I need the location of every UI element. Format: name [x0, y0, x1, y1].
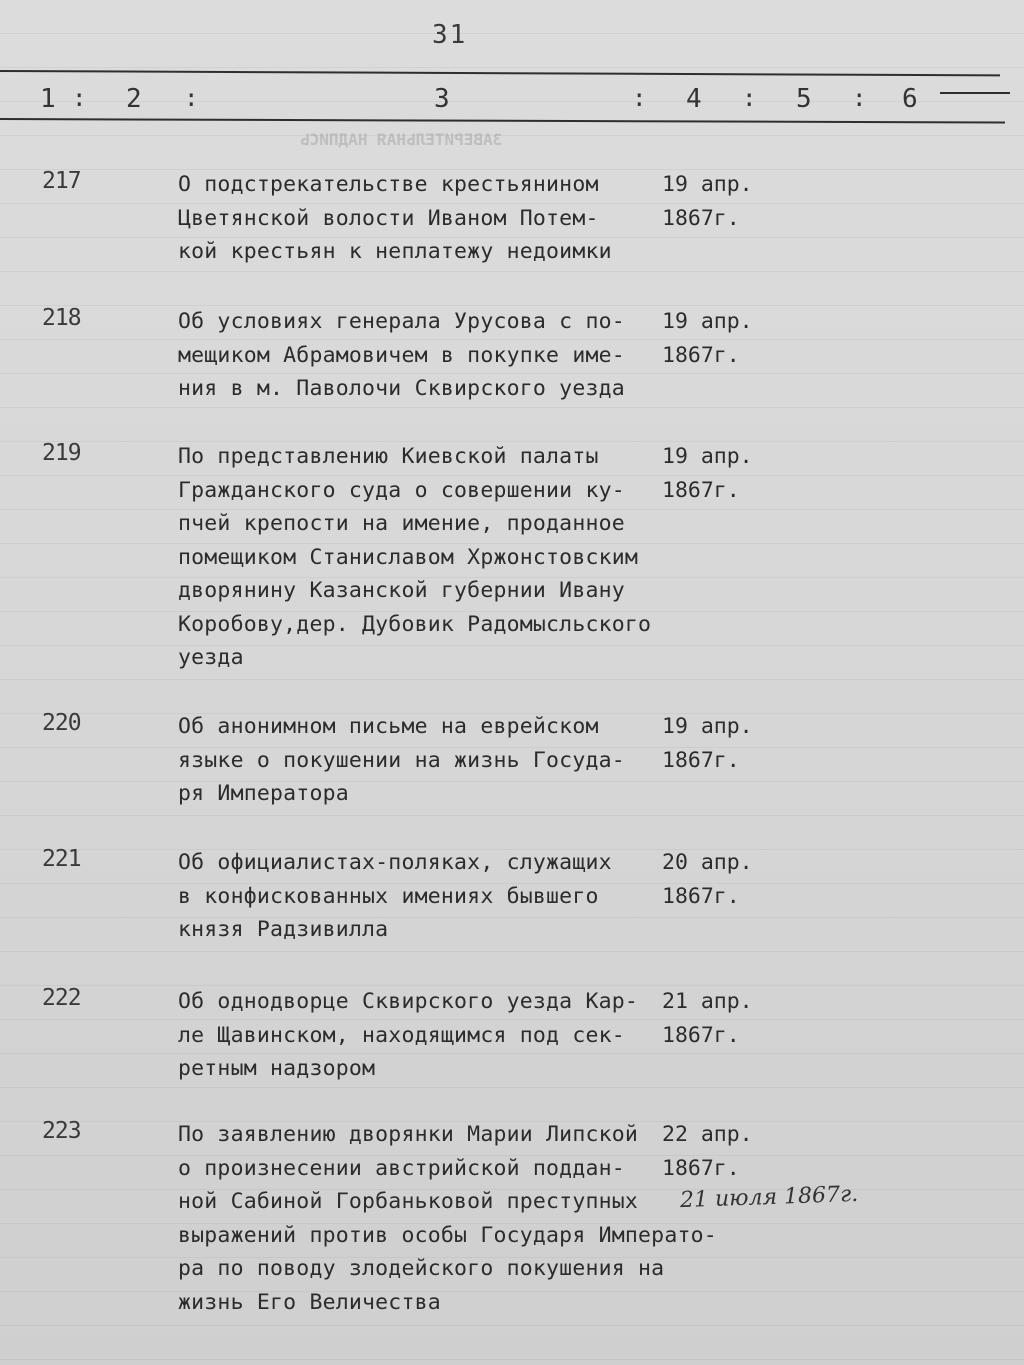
column-separator: : — [852, 84, 867, 112]
entry-number: 219 — [42, 440, 81, 466]
entry-number: 220 — [42, 710, 81, 736]
header-rule-mid — [940, 92, 1010, 94]
entry-description: По заявлению дворянки Марии Липской о произнесении австрийской поддан- ной Сабиной Горбаньковой преступных выражений против особы Государя Императо- ра по поводу злодейского покушения на жизнь Его Величества — [178, 1122, 717, 1315]
page-number: 31 — [432, 20, 468, 50]
entry-date: 19 апр. 1867г. — [662, 309, 753, 368]
entry-number: 217 — [42, 168, 81, 194]
entry-number: 222 — [42, 985, 81, 1011]
entry-date: 20 апр. 1867г. — [662, 850, 753, 909]
column-header-5: 5 — [796, 84, 812, 114]
column-separator: : — [632, 84, 647, 112]
header-rule-bottom — [0, 118, 1005, 124]
entry-date: 19 апр. 1867г. — [662, 172, 753, 231]
entry-number: 218 — [42, 305, 81, 331]
column-header-1: 1 — [40, 84, 56, 114]
column-separator: : — [742, 84, 757, 112]
column-header-3: 3 — [434, 84, 450, 114]
handwritten-date: 21 июля 1867г. — [679, 1181, 859, 1214]
entry-description: Об условиях генерала Урусова с по- мещиком Абрамовичем в покупке име- ния в м. Паволочи Сквирского уезда — [178, 309, 625, 401]
entry-number: 221 — [42, 846, 81, 872]
entry-description: Об анонимном письме на еврейском языке о покушении на жизнь Госуда- ря Императора — [178, 714, 625, 806]
bleed-through-text: ЗАВЕРИТЕЛЬНАЯ НАДПИСЬ — [300, 130, 503, 149]
entry-description: О подстрекательстве крестьянином Цветянской волости Иваном Потем- кой крестьян к неплатежу недоимки — [178, 172, 612, 264]
header-rule-top — [0, 70, 1000, 76]
entry-number: 223 — [42, 1118, 81, 1144]
column-header-6: 6 — [902, 84, 918, 114]
entry-date: 19 апр. 1867г. — [662, 444, 753, 503]
entry-date: 22 апр. 1867г. — [662, 1122, 753, 1181]
entry-description: Об однодворце Сквирского уезда Кар- ле Щавинском, находящимся под сек- ретным надзором — [178, 989, 639, 1081]
column-header-4: 4 — [686, 84, 702, 114]
entry-description: По представлению Киевской палаты Гражданского суда о совершении ку- пчей крепости на имение, проданное помещиком Станиславом Хржонстовским дворянину Казанской губернии Ивану Коробову,дер. Дубовик Радомысльского уезда — [178, 444, 652, 670]
entry-date: 21 апр. 1867г. — [662, 989, 753, 1048]
column-header-2: 2 — [126, 84, 142, 114]
entry-description: Об официалистах-поляках, служащих в конфискованных имениях бывшего князя Радзивилла — [178, 850, 612, 942]
column-separator: : — [72, 84, 87, 112]
entry-date: 19 апр. 1867г. — [662, 714, 753, 773]
column-separator: : — [184, 84, 199, 112]
